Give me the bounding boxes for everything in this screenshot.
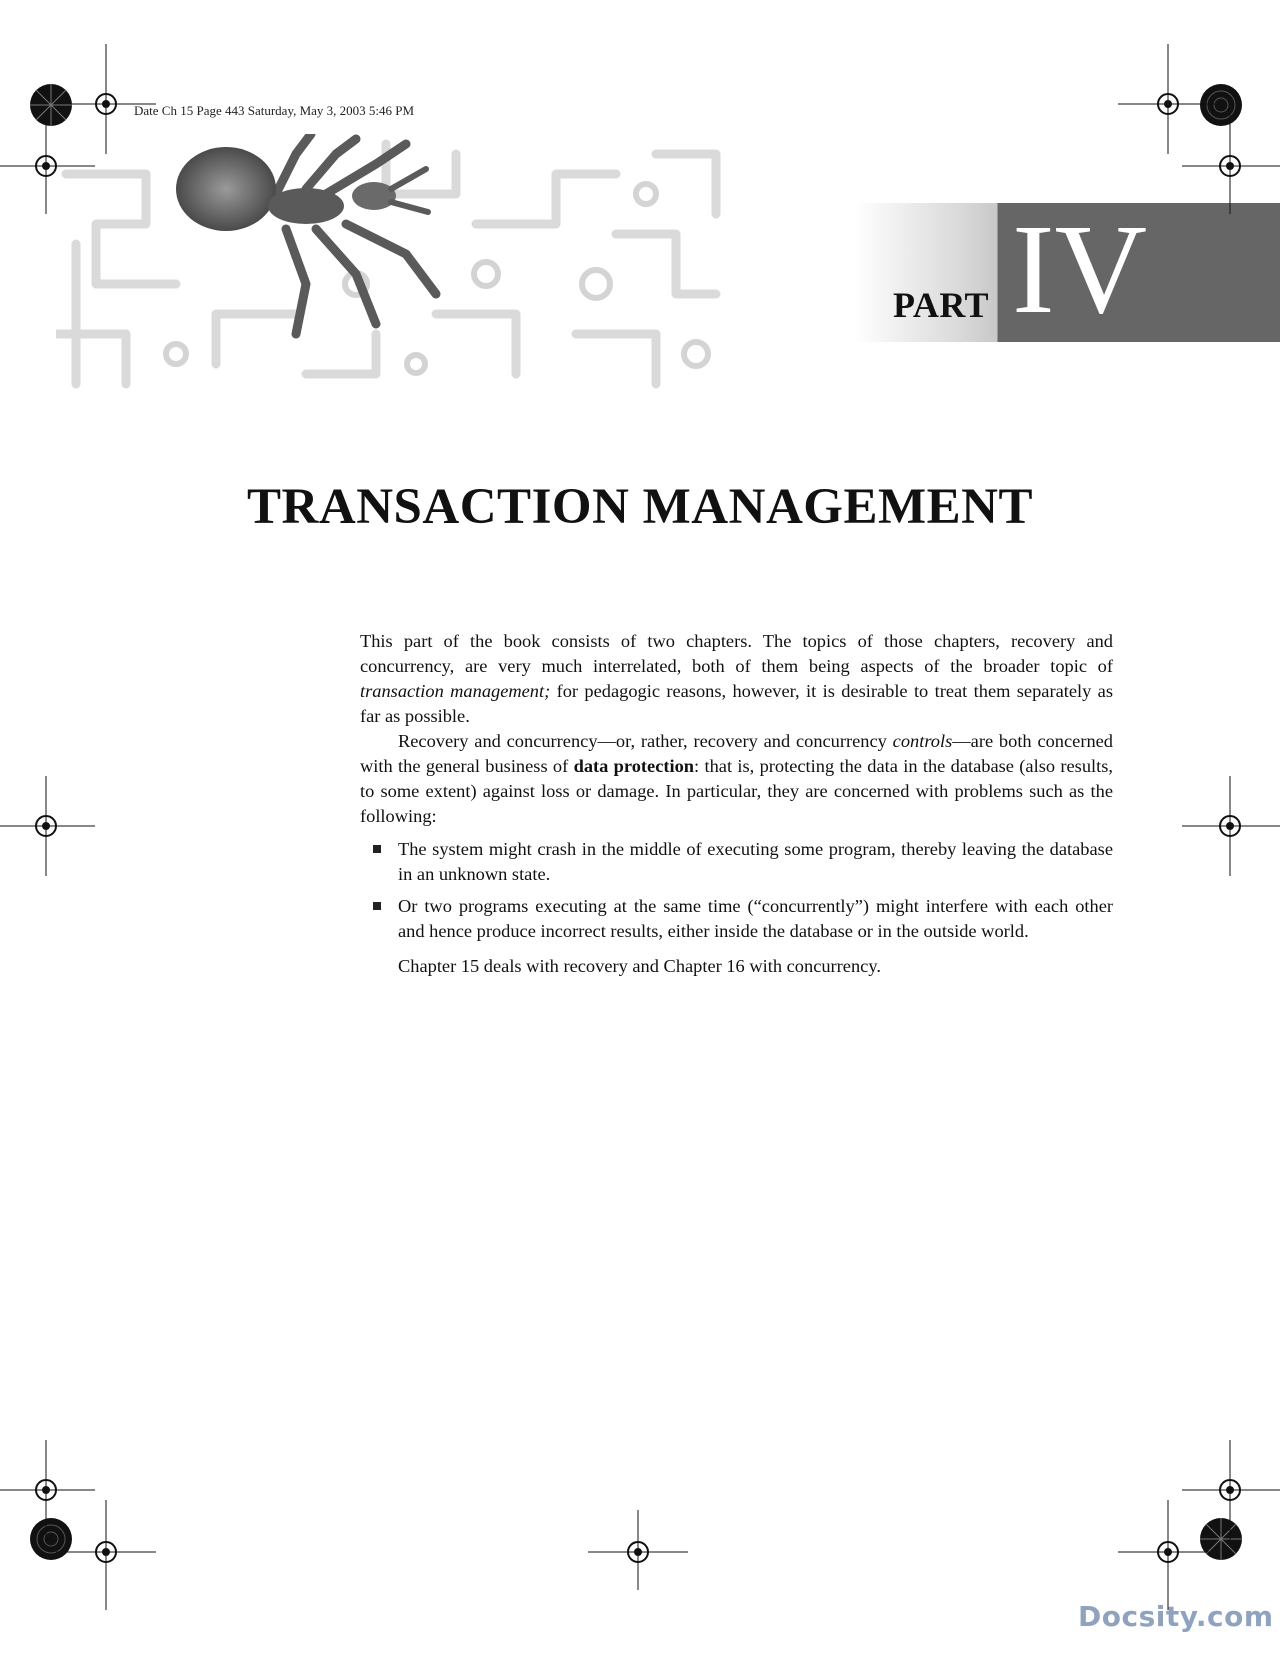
list-item-text: Or two programs executing at the same time (“concurrently”) might interfere with each other and hence produce incorrect results, either inside the database or in the outside world. (398, 896, 1113, 941)
paragraph-1 (360, 629, 1113, 729)
crosshair-mark-icon (1180, 776, 1280, 876)
list-item-text: The system might crash in the middle of executing some program, thereby leaving the database in an unknown state. (398, 839, 1113, 884)
crosshair-mark-icon (0, 776, 100, 876)
paragraph-2-text-c: : that is, protecting the data in the database (also results, to some extent) against loss or damage. In particular, they are concerned with problems such as the following: (360, 756, 1113, 826)
ant-circuit-illustration (56, 134, 746, 396)
crosshair-mark-icon (1180, 114, 1280, 214)
docsity-watermark: Docsity.com (1078, 1600, 1274, 1633)
paragraph-2-text-a: Recovery and concurrency—or, rather, recovery and concurrency (398, 731, 893, 751)
body-text (360, 629, 1113, 979)
part-number: IV (1012, 198, 1148, 340)
list-item (360, 837, 1113, 887)
problem-list (360, 837, 1113, 944)
square-bullet-icon (373, 902, 381, 910)
paragraph-1-text-a: This part of the book consists of two chapters. The topics of those chapters, recovery and concurrency, are very much interrelated, both of them being aspects of the broader topic of (360, 631, 1113, 676)
crosshair-mark-icon (0, 114, 100, 214)
part-label: PART (893, 285, 990, 325)
paragraph-2-text-b: —are both concerned with the general business of (360, 731, 1114, 776)
closing-paragraph: Chapter 15 deals with recovery and Chapter 16 with concurrency. (398, 956, 881, 976)
print-slug: Date Ch 15 Page 443 Saturday, May 3, 2003 5:46 PM (134, 103, 415, 118)
crosshair-mark-icon (588, 1500, 688, 1590)
paragraph-1-text-b: for pedagogic reasons, however, it is desirable to treat them separately as far as possible. (360, 681, 1113, 726)
paragraph-1-emphasis: transaction management; (360, 681, 551, 701)
paragraph-2-bold: data protection (573, 756, 695, 776)
crosshair-mark-icon (56, 1500, 156, 1610)
crosshair-mark-icon (1118, 1500, 1218, 1610)
part-title: TRANSACTION MANAGEMENT (247, 479, 1033, 535)
paragraph-2-emphasis: controls (892, 731, 953, 751)
square-bullet-icon (373, 845, 381, 853)
paragraph-2 (360, 729, 1113, 829)
list-item (360, 894, 1113, 944)
